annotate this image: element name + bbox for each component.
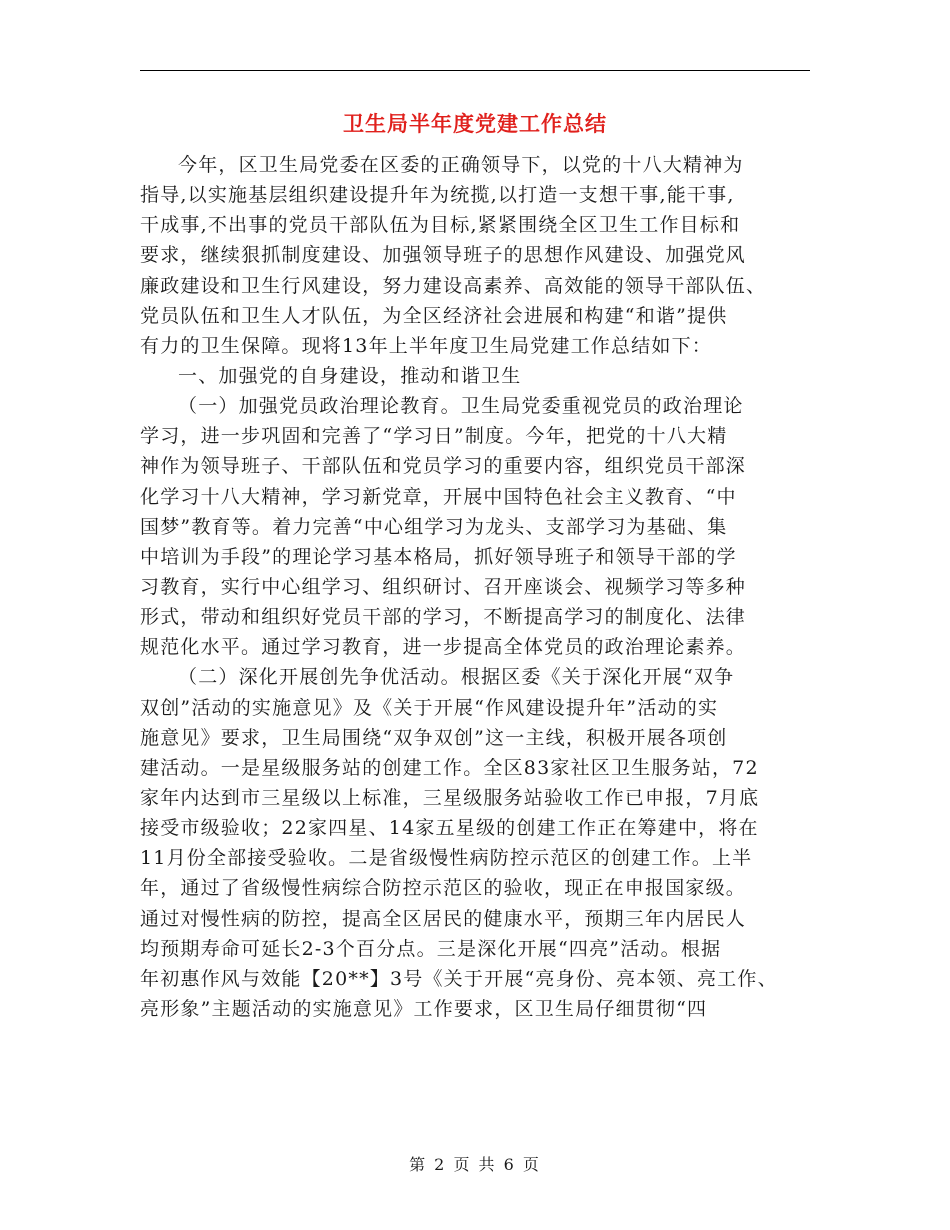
- body-line: 廉政建设和卫生行风建设，努力建设高素养、高效能的领导干部队伍、: [140, 274, 767, 297]
- body-line: 规范化水平。通过学习教育，进一步提高全体党员的政治理论素养。: [140, 636, 747, 659]
- body-line: 接受市级验收；22家四星、14家五星级的创建工作正在筹建中，将在: [140, 817, 759, 840]
- body-line: 干成事,不出事的党员干部队伍为目标,紧紧围绕全区卫生工作目标和: [140, 214, 741, 237]
- body-line: 亮形象”主题活动的实施意见》工作要求，区卫生局仔细贯彻“四: [140, 997, 708, 1020]
- body-line: 有力的卫生保障。现将13年上半年度卫生局党建工作总结如下：: [140, 334, 712, 357]
- body-line: 施意见》要求，卫生局围绕“双争双创”这一主线，积极开展各项创: [140, 726, 728, 749]
- body-line: 一、加强党的自身建设，推动和谐卫生: [178, 364, 522, 387]
- document-body: [140, 150, 810, 1024]
- body-line: 形式，带动和组织好党员干部的学习，不断提高学习的制度化、法律: [140, 606, 747, 629]
- body-line: 建活动。一是星级服务站的创建工作。全区83家社区卫生服务站，72: [140, 756, 759, 779]
- body-line: 年初惠作风与效能【20**】3号《关于开展“亮身份、亮本领、亮工作、: [140, 967, 778, 990]
- body-line: 国梦”教育等。着力完善“中心组学习为龙头、支部学习为基础、集: [140, 515, 728, 538]
- body-line: 神作为领导班子、干部队伍和党员学习的重要内容，组织党员干部深: [140, 455, 747, 478]
- body-line: 均预期寿命可延长2-3个百分点。三是深化开展“四亮”活动。根据: [140, 937, 722, 960]
- body-line: 中培训为手段”的理论学习基本格局，抓好领导班子和领导干部的学: [140, 545, 737, 568]
- body-line: （一）加强党员政治理论教育。卫生局党委重视党员的政治理论: [178, 395, 744, 418]
- body-line: 化学习十八大精神，学习新党章，开展中国特色社会主义教育、“中: [140, 485, 737, 508]
- body-line: 双创”活动的实施意见》及《关于开展“作风建设提升年”活动的实: [140, 696, 719, 719]
- body-line: 党员队伍和卫生人才队伍，为全区经济社会进展和构建“和谐”提供: [140, 304, 728, 327]
- body-line: （二）深化开展创先争优活动。根据区委《关于深化开展“双争: [178, 666, 735, 689]
- body-line: 今年，区卫生局党委在区委的正确领导下，以党的十八大精神为: [178, 154, 744, 176]
- body-line: 学习，进一步巩固和完善了“学习日”制度。今年，把党的十八大精: [140, 425, 728, 448]
- body-line: 指导,以实施基层组织建设提升年为统揽,以打造一支想干事,能干事,: [140, 184, 735, 207]
- body-line: 通过对慢性病的防控，提高全区居民的健康水平，预期三年内居民人: [140, 907, 747, 930]
- page-footer: 第 2 页 共 6 页: [409, 1155, 541, 1174]
- body-line: 11月份全部接受验收。二是省级慢性病防控示范区的创建工作。上半: [140, 847, 753, 870]
- body-line: 习教育，实行中心组学习、组织研讨、召开座谈会、视频学习等多种: [140, 575, 747, 598]
- body-line: 要求，继续狠抓制度建设、加强领导班子的思想作风建设、加强党风: [140, 244, 747, 267]
- header-rule: [140, 70, 810, 71]
- body-line: 年，通过了省级慢性病综合防控示范区的验收，现正在申报国家级。: [140, 877, 747, 900]
- document-title: 卫生局半年度党建工作总结: [343, 111, 607, 136]
- body-line: 家年内达到市三星级以上标准，三星级服务站验收工作已申报，7月底: [140, 786, 760, 809]
